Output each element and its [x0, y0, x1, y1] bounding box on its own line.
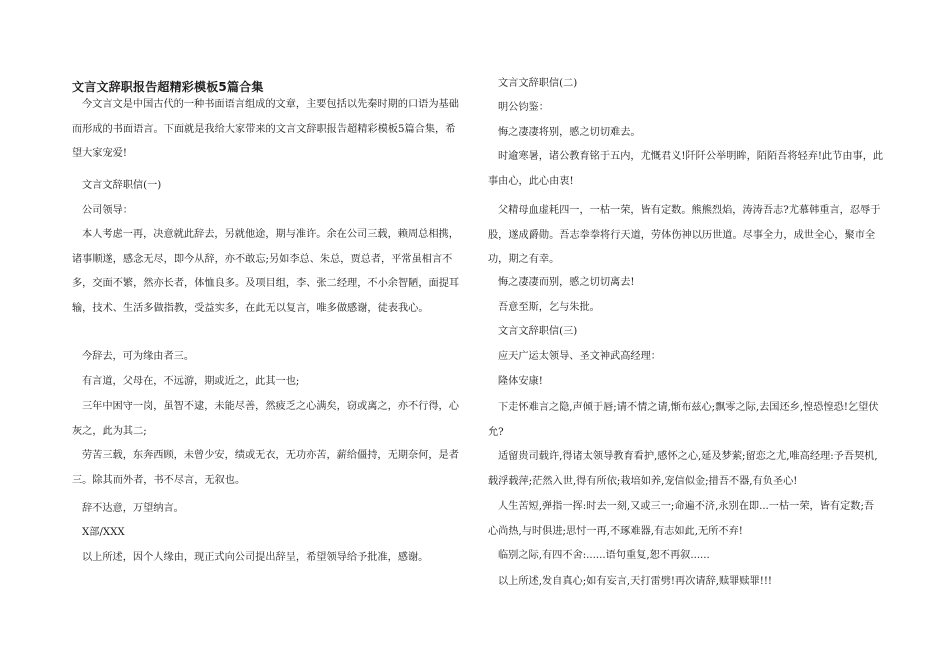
letter2-salutation: 明公钧鉴： — [498, 102, 549, 113]
letter3-paragraph-2: 适留贵司载许,得诸太领导教育看护,感怀之心,延及梦萦;留恋之尤,唯高经理:予吾契机,载浮载萍;茫然入世,得有所依;栽培如养,宠信似金;措吾不器,有负圣心! — [488, 451, 878, 487]
letter1-paragraph-2: 今辞去，可为缘由者三。 — [82, 351, 195, 362]
letter1-paragraph-5: 劳苦三载，东奔西顾，未曾少安，绩或无衣，无功亦苦，薪给僵持，无期奈何，是者三。除其而外者，书不尽言，无叙也。 — [72, 450, 459, 486]
letter2-paragraph-5: 吾意至斯，乞与朱批。 — [498, 302, 600, 313]
letter3-salutation: 应天广运太领导、圣文神武高经理： — [498, 351, 661, 362]
letter1-signature: X部/XXX — [82, 527, 125, 538]
letter2-paragraph-2: 时逾寒暑，诸公教育铭于五内，尤慨君义!阡阡公举明眸，陌陌吾将轻弃!此节由事，此事由心，此心由衷! — [488, 151, 884, 187]
intro-paragraph: 今文言文是中国古代的一种书面语言组成的文章，主要包括以先秦时期的口语为基础而形成的书面语言。下面就是我给大家带来的文言文辞职报告超精彩模板5篇合集，希望大家宠爱! — [72, 99, 459, 159]
letter1-heading: 文言文辞职信(一) — [82, 180, 162, 191]
letter1-salutation: 公司领导： — [82, 205, 133, 216]
letter2-paragraph-1: 悔之凄凄将别，慼之切切难去。 — [498, 127, 641, 138]
letter1-paragraph-1: 本人考虑一再，决意就此辞去，另就他途，期与准许。余在公司三载，赖周总相携，诸事顺遂，感念无尽，即今从辞，亦不敢忘;另如李总、朱总，贾总者，平常虽相言不多，交面不繁，然亦长者，体恤良多。及项目组，李、张二经理，不小余智陋，面提耳输，技术、生活多做指教，受益实多，在此无以复言，唯多做感谢，徒表我心。 — [72, 229, 460, 314]
letter2-paragraph-3: 父精母血虚耗四一，一枯一荣，皆有定数。熊熊烈焰，涛涛吾志?尤慕韩重言，忍辱于股，遂成爵勋。吾志拳拳将行天道，劳体伤神以历世道。尽事全力，成世全心，聚市全功，期之有幸。 — [488, 205, 881, 265]
letter1-paragraph-3: 有言道，父母在，不远游，期或近之，此其一也; — [82, 376, 300, 387]
letter2-heading: 文言文辞职信(二) — [498, 78, 578, 89]
letter3-paragraph-1: 下走怀难言之隐,声倾于唇;请不情之请,惭布兹心;飘零之际,去国还乡,惶恐惶恐!乞望伏允? — [488, 402, 879, 438]
letter3-closing: 以上所述,发自真心;如有妄言,天打雷劈!再次请辞,赎罪赎罪!!! — [498, 576, 773, 587]
letter1-paragraph-4: 三年中困守一岗，虽智不逮，未能尽善，然疲乏之心满矣，窃或离之，亦不行得，心灰之，此为其二; — [72, 401, 459, 437]
letter1-closing: 以上所述，因个人缘由，现正式向公司提出辞呈，希望领导给予批准，感谢。 — [82, 552, 429, 563]
letter3-paragraph-4: 临别之际,有四不舍:......语句重复,恕不再叙...... — [498, 550, 710, 561]
letter2-paragraph-4: 悔之凄凄而别，慼之切切离去! — [498, 277, 635, 288]
document-title: 文言文辞职报告超精彩模板5篇合集 — [72, 80, 264, 94]
letter1-paragraph-6: 辞不达意，万望纳言。 — [82, 503, 184, 514]
letter3-paragraph-3: 人生苦短,弹指一挥:时去一刻,又或三一;命遍不济,永别在即...一枯一荣，皆有定数;吾心尚热,与时俱进;思忖一再,不琢难器,有志如此,无所不弃! — [488, 501, 875, 537]
letter3-heading: 文言文辞职信(三) — [498, 326, 578, 337]
letter3-greeting: 隆体安康! — [498, 376, 543, 387]
